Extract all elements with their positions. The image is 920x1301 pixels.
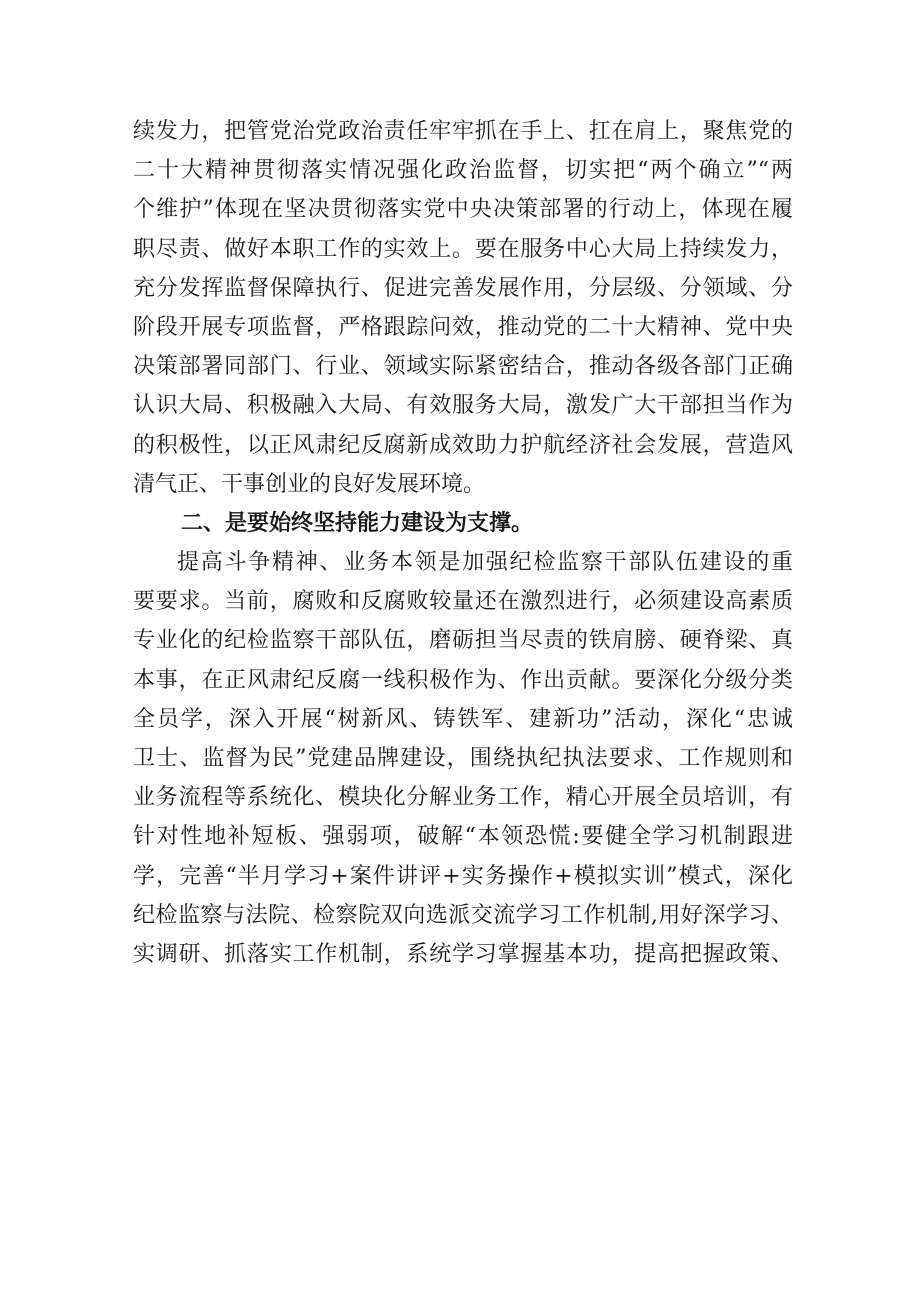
paragraph-line: 专业化的纪检监察干部队伍，磨砺担当尽责的铁肩膀、硬脊梁、真	[133, 628, 793, 654]
paragraph-line: 阶段开展专项监督，严格跟踪问效，推动党的二十大精神、党中央	[133, 314, 793, 340]
paragraph-line: 本事，在正风肃纪反腐一线积极作为、作出贡献。要深化分级分类	[133, 667, 793, 693]
paragraph-line: 充分发挥监督保障执行、促进完善发展作用，分层级、分领域、分	[133, 275, 793, 301]
paragraph-line: 针对性地补短板、强弱项，破解“本领恐慌:要健全学习机制跟进	[133, 824, 793, 850]
document-body	[133, 112, 793, 974]
paragraph-line: 学，完善“半月学习+案件讲评+实务操作+模拟实训”模式，深化	[133, 863, 793, 889]
paragraph-line: 要要求。当前，腐败和反腐败较量还在激烈进行，必须建设高素质	[133, 589, 793, 615]
paragraph-line: 续发力，把管党治党政治责任牢牢抓在手上、扛在肩上，聚焦党的	[133, 119, 793, 144]
paragraph-line: 职尽责、做好本职工作的实效上。要在服务中心大局上持续发力，	[133, 236, 793, 262]
paragraph-line: 全员学，深入开展“树新风、铸铁军、建新功”活动，深化“忠诚	[133, 706, 793, 732]
paragraph-line: 纪检监察与法院、检察院双向选派交流学习工作机制,用好深学习、	[133, 902, 793, 928]
paragraph-line: 业务流程等系统化、模块化分解业务工作，精心开展全员培训，有	[133, 785, 793, 811]
paragraph-line: 二十大精神贯彻落实情况强化政治监督，切实把“两个确立”“两	[133, 158, 793, 184]
section-heading: 二、是要始终坚持能力建设为支撑。	[181, 510, 534, 536]
paragraph-line: 决策部署同部门、行业、领域实际紧密结合，推动各级各部门正确	[133, 354, 793, 380]
paragraph-line: 卫士、监督为民”党建品牌建设，围绕执纪执法要求、工作规则和	[133, 746, 793, 771]
paragraph-line: 个维护”体现在坚决贯彻落实党中央决策部署的行动上，体现在履	[133, 197, 793, 223]
paragraph-line: 提高斗争精神、业务本领是加强纪检监察干部队伍建设的重	[177, 550, 793, 576]
paragraph-line: 认识大局、积极融入大局、有效服务大局，激发广大干部担当作为	[133, 393, 793, 419]
paragraph-line: 清气正、干事创业的良好发展环境。	[133, 471, 486, 497]
paragraph-line: 的积极性，以正风肃纪反腐新成效助力护航经济社会发展，营造风	[133, 432, 793, 458]
paragraph-line: 实调研、抓落实工作机制，系统学习掌握基本功，提高把握政策、	[133, 941, 793, 967]
